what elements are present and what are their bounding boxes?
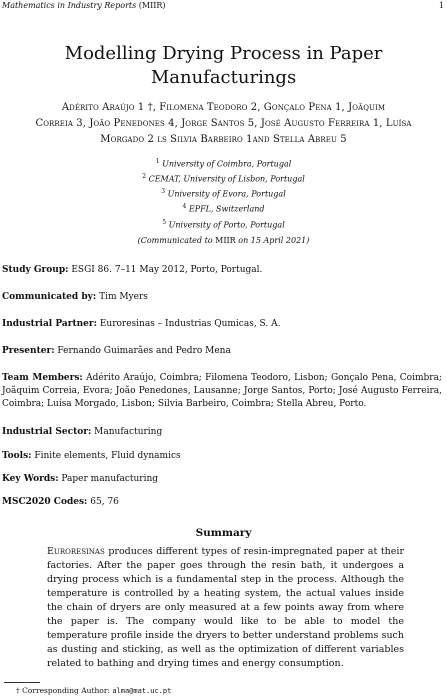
field-label: Team Members:	[2, 373, 83, 383]
affiliation-text: EPFL, Switzerland	[188, 205, 265, 215]
affiliation-text: CEMAT, University of Lisbon, Portugal	[148, 174, 305, 184]
affiliation-3	[0, 186, 447, 201]
author-line-3: Morgado 2 ls Silvia Barbeiro 1and Stella Abreu 5	[100, 134, 347, 145]
field-label: Communicated by:	[2, 292, 97, 302]
field-value: Fernando Guimarães and Pedro Mena	[57, 346, 231, 356]
paper-title	[0, 42, 447, 90]
author-email-link[interactable]: alma@mat.uc.pt	[112, 687, 172, 695]
running-head	[2, 1, 166, 10]
page-number: 1	[438, 1, 444, 10]
summary-lead: Euroresinas	[47, 546, 105, 557]
field-value: Euroresinas – Industrias Qumicas, S. A.	[99, 319, 281, 329]
field-value: Manufacturing	[94, 427, 163, 437]
summary-body	[47, 545, 404, 671]
presenter	[2, 345, 442, 358]
key-words	[2, 473, 442, 486]
affiliation-list	[0, 156, 447, 232]
footnote-rule	[4, 682, 40, 683]
affiliation-4	[0, 201, 447, 216]
field-value: ESGI 86. 7–11 May 2012, Porto, Portugal.	[71, 265, 263, 275]
author-line-1: Adérito Araújo 1 †, Filomena Teodoro 2, Gonçalo Pena 1, Joãquim	[61, 102, 386, 113]
field-value: 65, 76	[90, 497, 119, 507]
journal-abbrev: (MIIR)	[138, 1, 166, 10]
summary-heading: Summary	[195, 527, 252, 539]
field-value: Paper manufacturing	[61, 474, 159, 484]
affiliation-text: University of Coimbra, Portugal	[162, 159, 292, 169]
field-value: Finite elements, Fluid dynamics	[34, 451, 181, 461]
affiliation-mark: 3	[161, 188, 166, 196]
field-label: Industrial Partner:	[2, 319, 97, 329]
affiliation-text: University of Evora, Portugal	[167, 189, 286, 199]
footnote	[16, 686, 171, 695]
affiliation-mark: 4	[182, 203, 187, 211]
msc-codes	[2, 496, 442, 509]
field-label: Industrial Sector:	[2, 427, 92, 437]
affiliation-mark: 2	[142, 173, 147, 181]
affiliation-5	[0, 217, 447, 232]
author-line-2: Correia 3, João Penedones 4, Jorge Santos 5, José Augusto Ferreira 1, Luísa	[35, 118, 412, 129]
field-value: Adérito Araújo, Coimbra; Filomena Teodoro, Lisbon; Gonçalo Pena, Coimbra; Joãquim Correia, Evora; João Penedones, Lausanne; Jorge Santos, Porto; José Augusto Ferreira, Coimbra; Luísa Morgado, Lisbon; Silvia Barbeiro, Coimbra; Stella Abreu, Porto.	[2, 373, 442, 409]
team-members	[2, 372, 442, 411]
communicated-note	[0, 236, 447, 245]
tools	[2, 450, 442, 463]
footnote-label: Corresponding Author:	[22, 686, 110, 695]
journal-name: Mathematics in Industry Reports	[2, 1, 137, 10]
communicated-journal: MIIR	[215, 236, 236, 245]
field-label: MSC2020 Codes:	[2, 497, 88, 507]
industrial-partner	[2, 318, 442, 331]
affiliation-text: University of Porto, Portugal	[168, 220, 285, 230]
field-label: Key Words:	[2, 474, 59, 484]
communicated-prefix: (Communicated to	[137, 236, 213, 245]
communicated-suffix: on 15 April 2021)	[238, 236, 310, 245]
affiliation-mark: 5	[162, 218, 167, 226]
summary-text: produces different types of resin-impregnated paper at their factories. After the paper goes through the resin bath, it undergoes a drying process which is a fundamental step in the process. Although the temperature is controlled by a heating system, the actual values inside the chain of dryers are only measured at a few points away from where the paper is. The company would like to be able to model the temperature profile inside the dryers to better understand problems such as dusting and sticking, as well as the optimization of different variables related to bathing and drying times and energy consumption.	[47, 546, 404, 669]
field-label: Study Group:	[2, 265, 69, 275]
title-line-2: Manufacturings	[150, 67, 297, 88]
affiliation-1	[0, 156, 447, 171]
affiliation-2	[0, 171, 447, 186]
communicated-by	[2, 291, 442, 304]
field-label: Tools:	[2, 451, 32, 461]
industrial-sector	[2, 426, 442, 439]
affiliation-mark: 1	[155, 158, 160, 165]
study-group	[2, 264, 442, 277]
field-value: Tim Myers	[99, 292, 148, 302]
title-line-1: Modelling Drying Process in Paper	[64, 43, 383, 64]
footnote-mark: †	[16, 686, 20, 695]
field-label: Presenter:	[2, 346, 55, 356]
author-list	[6, 100, 441, 148]
